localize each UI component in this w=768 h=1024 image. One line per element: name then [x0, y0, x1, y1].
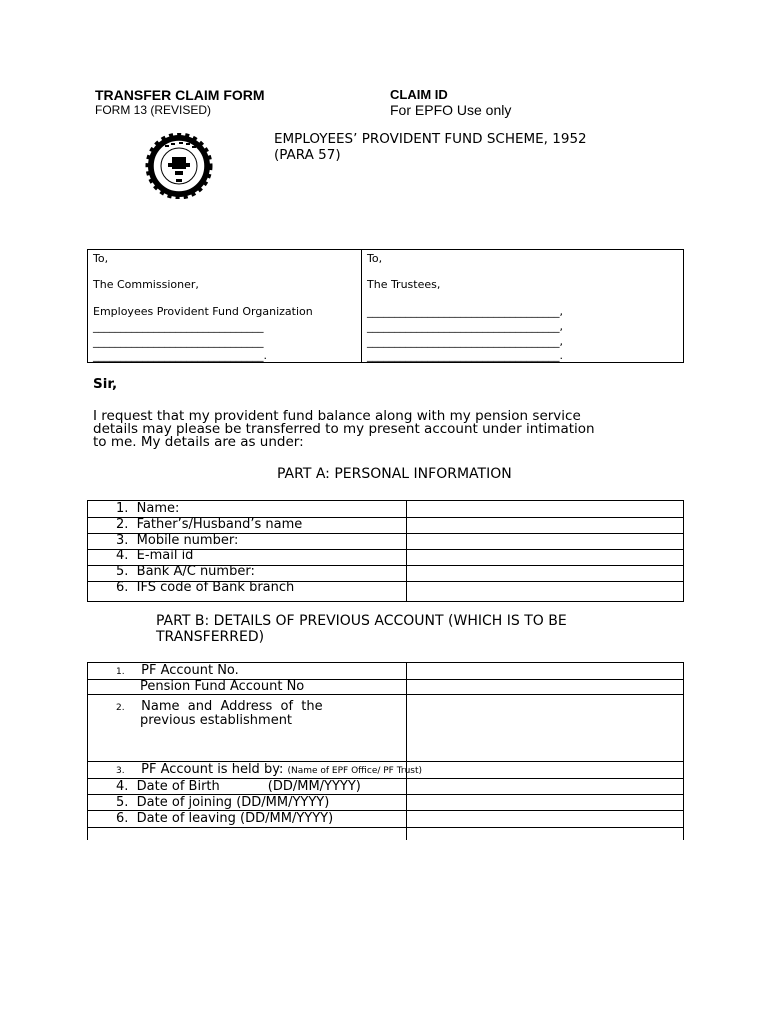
part-b-row-1b: Pension Fund Account No	[140, 679, 305, 694]
date-of-leaving-input-cell[interactable]	[408, 811, 682, 826]
row-format: (DD/MM/YYYY)	[267, 779, 361, 794]
column-divider	[406, 662, 407, 840]
date-of-joining-input-cell[interactable]	[408, 795, 682, 809]
left-blank-2[interactable]: _______________________________	[93, 335, 264, 348]
request-paragraph	[93, 410, 595, 449]
part-a-table	[87, 500, 684, 602]
scheme-title	[274, 131, 587, 163]
epfo-emblem-icon	[139, 133, 219, 199]
scheme-title-line2: (PARA 57)	[274, 147, 341, 163]
row-number: 2.	[116, 517, 129, 532]
row-label: Mobile number:	[136, 533, 239, 548]
left-org: Employees Provident Fund Organization	[93, 305, 313, 318]
claim-id-note: For EPFO Use only	[390, 102, 512, 118]
part-b-row-1	[116, 663, 239, 680]
row-number: 1.	[116, 501, 129, 516]
part-b-table	[87, 662, 684, 840]
row-label: PF Account No.	[141, 663, 239, 678]
part-b-heading-line2: TRANSFERRED)	[156, 629, 265, 645]
part-a-row-1	[116, 501, 179, 516]
ifs-code-input-cell[interactable]	[408, 582, 682, 600]
row-number: 6.	[116, 580, 129, 595]
left-addressee: The Commissioner,	[93, 278, 199, 291]
row-label: Date of joining (DD/MM/YYYY)	[136, 795, 330, 810]
row-number: 2.	[116, 703, 125, 713]
form-title: TRANSFER CLAIM FORM	[95, 87, 265, 103]
right-blank-4[interactable]: ___________________________________.	[367, 349, 563, 362]
row-note: (Name of EPF Office/ PF Trust)	[287, 766, 423, 776]
row-label: E-mail id	[136, 548, 194, 563]
pf-account-input-cell[interactable]	[408, 663, 682, 678]
part-a-row-4	[116, 548, 193, 563]
claim-id-label: CLAIM ID	[390, 87, 448, 102]
part-b-row-5	[116, 795, 329, 810]
row-label: Father’s/Husband’s name	[136, 517, 303, 532]
father-husband-name-input-cell[interactable]	[408, 518, 682, 532]
right-blank-2[interactable]: ___________________________________,	[367, 320, 563, 333]
column-divider	[406, 500, 407, 602]
row-number: 3.	[116, 533, 129, 548]
row-label: Name and Address of the	[141, 699, 323, 714]
row-label: Date of Birth	[136, 779, 220, 794]
right-to: To,	[367, 252, 383, 265]
addressee-divider	[361, 250, 362, 362]
row-number: 4.	[116, 779, 129, 794]
name-input-cell[interactable]	[408, 501, 682, 516]
part-b-row-3	[116, 762, 422, 779]
part-a-row-5	[116, 564, 255, 579]
left-to: To,	[93, 252, 109, 265]
scheme-title-line1: EMPLOYEES’ PROVIDENT FUND SCHEME, 1952	[274, 131, 587, 147]
part-a-row-3	[116, 533, 238, 548]
right-blank-1[interactable]: ___________________________________,	[367, 305, 563, 318]
row-number: 1.	[116, 667, 125, 677]
mobile-number-input-cell[interactable]	[408, 534, 682, 548]
part-b-row-6	[116, 811, 333, 826]
right-blank-3[interactable]: ___________________________________,	[367, 335, 563, 348]
part-b-heading	[156, 613, 567, 645]
row-label: IFS code of Bank branch	[136, 580, 295, 595]
form-subtitle: FORM 13 (REVISED)	[95, 103, 212, 117]
row-number: 5.	[116, 564, 129, 579]
part-a-row-6	[116, 580, 294, 595]
row-label: PF Account is held by:	[141, 762, 284, 777]
row-line	[88, 827, 683, 828]
email-input-cell[interactable]	[408, 550, 682, 564]
pension-account-input-cell[interactable]	[408, 680, 682, 693]
part-a-heading: PART A: PERSONAL INFORMATION	[277, 466, 512, 482]
date-of-birth-input-cell[interactable]	[408, 779, 682, 793]
part-b-row-4	[116, 779, 361, 794]
addressee-box	[87, 249, 684, 363]
row-label: Date of leaving (DD/MM/YYYY)	[136, 811, 334, 826]
row-number: 5.	[116, 795, 129, 810]
row-label: Bank A/C number:	[136, 564, 255, 579]
part-a-row-2	[116, 517, 302, 532]
row-line	[88, 601, 683, 602]
request-line-2: details may please be transferred to my present account under intimation	[93, 421, 595, 437]
row-label: Name:	[136, 501, 180, 516]
request-line-1: I request that my provident fund balance along with my pension service	[93, 408, 581, 424]
row-number: 6.	[116, 811, 129, 826]
left-blank-3[interactable]: _______________________________.	[93, 349, 267, 362]
pf-held-by-input-cell[interactable]	[408, 762, 682, 777]
row-number: 3.	[116, 766, 125, 776]
part-b-heading-line1: PART B: DETAILS OF PREVIOUS ACCOUNT (WHICH IS TO BE	[156, 613, 567, 629]
part-b-row-2-line2: previous establishment	[140, 713, 293, 728]
bank-account-input-cell[interactable]	[408, 566, 682, 580]
row-number: 4.	[116, 548, 129, 563]
request-line-3: to me. My details are as under:	[93, 434, 304, 450]
left-blank-1[interactable]: _______________________________	[93, 320, 264, 333]
previous-establishment-input-cell[interactable]	[408, 695, 682, 760]
right-addressee: The Trustees,	[367, 278, 441, 291]
salutation: Sir,	[93, 376, 118, 392]
